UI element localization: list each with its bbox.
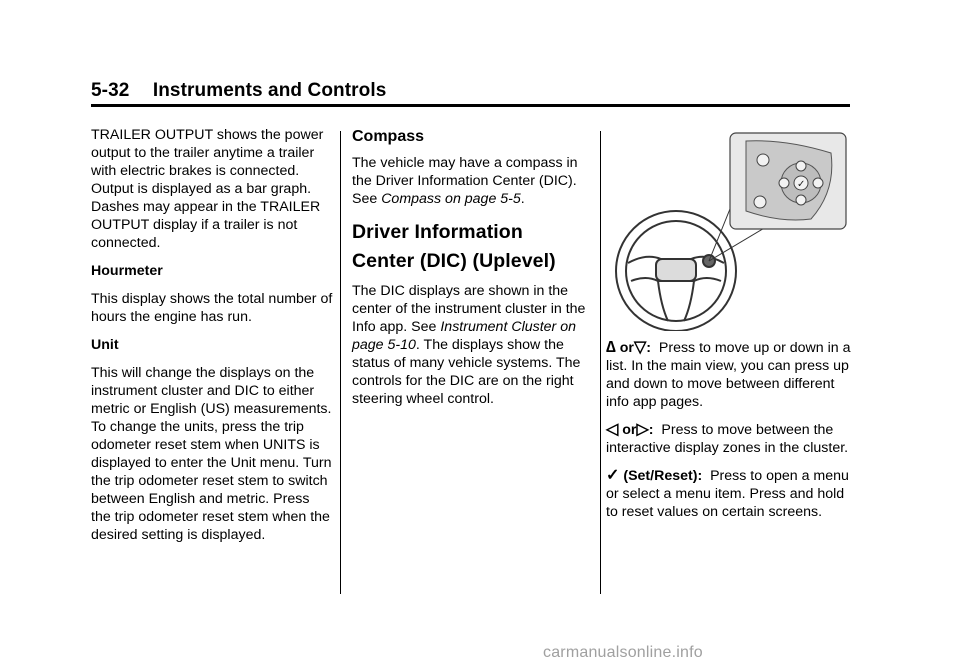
compass-heading: Compass [352, 128, 425, 145]
set-reset-label: (Set/Reset): [623, 468, 703, 484]
phone-button-icon [754, 196, 766, 208]
right-arrow-icon: ▷ [636, 421, 649, 438]
right-arrow-icon [813, 178, 823, 188]
instrument-cluster-reference-link[interactable]: Instrument Cluster on page 5-10 [352, 319, 576, 353]
or-label: or [619, 340, 634, 356]
trailer-output-paragraph: TRAILER OUTPUT shows the power output to the trailer anytime a trailer with electric brakes is connected. Output is displayed as a bar graph. Dashes may appear in the TRAILER OUTPUT display if a trailer is not connected. [91, 127, 324, 251]
unit-heading: Unit [91, 337, 119, 353]
colon: : [648, 422, 654, 438]
list-item-left-right [606, 421, 856, 457]
steering-wheel-illustration [606, 131, 850, 331]
page-number: 5-32 [91, 80, 130, 101]
dic-paragraph [352, 282, 590, 408]
compass-reference-link[interactable]: Compass on page 5-5 [381, 191, 521, 207]
list-item-up-down [606, 339, 856, 411]
up-arrow-icon [796, 161, 806, 171]
list-item-set-reset [606, 467, 856, 521]
header-rule [91, 104, 850, 107]
dic-text-1: The DIC displays are shown in the center of the instrument cluster in the Info app. See [352, 283, 586, 335]
column-divider-1 [340, 131, 341, 594]
dic-heading: Driver Information Center (DIC) (Uplevel) [352, 221, 556, 272]
dic-text-2: . The displays show the status of many vehicle systems. The controls for the DIC are on the right steering wheel control. [352, 337, 581, 407]
steering-wheel-figure [606, 131, 850, 331]
column-2 [352, 126, 590, 418]
down-arrow-icon [796, 195, 806, 205]
unit-paragraph: This will change the displays on the instrument cluster and DIC to either metric or English (US) measurements. To change the units, press the trip odometer reset stem when UNITS is displayed to enter the Unit menu. Turn the trip odometer reset stem to switch between English and metric. Press the trip odometer reset stem when the desired setting is displayed. [91, 365, 332, 543]
dic-controls-inset [730, 133, 846, 229]
section-title: Instruments and Controls [152, 80, 387, 101]
down-arrow-icon: ▽ [633, 339, 647, 356]
checkmark-icon: ✓ [797, 179, 806, 190]
set-reset-description: Press to open a menu or select a menu item. Press and hold to reset values on certain screens. [606, 468, 849, 520]
compass-text-end: . [520, 191, 525, 207]
column-divider-2 [600, 131, 601, 594]
dic-controls-list [606, 339, 856, 531]
or-label: or [622, 422, 637, 438]
hourmeter-heading: Hourmeter [91, 263, 163, 279]
voice-button-icon [757, 154, 769, 166]
up-arrow-icon: ∆ [606, 339, 616, 356]
left-arrow-icon: ◁ [606, 421, 619, 438]
watermark: carmanualsonline.info [543, 644, 703, 661]
checkmark-icon: ✓ [606, 467, 620, 484]
left-arrow-icon [779, 178, 789, 188]
column-1 [91, 126, 333, 554]
colon: : [646, 340, 651, 356]
compass-text: The vehicle may have a compass in the Driver Information Center (DIC). See [352, 155, 578, 207]
steering-wheel-icon [616, 211, 736, 331]
compass-paragraph [352, 154, 590, 208]
left-right-description: Press to move between the interactive display zones in the cluster. [606, 422, 849, 456]
hourmeter-paragraph: This display shows the total number of hours the engine has run. [91, 291, 333, 325]
page-header [91, 80, 386, 102]
up-down-description: Press to move up or down in a list. In the main view, you can press up and down to move between different info app pages. [606, 340, 851, 410]
